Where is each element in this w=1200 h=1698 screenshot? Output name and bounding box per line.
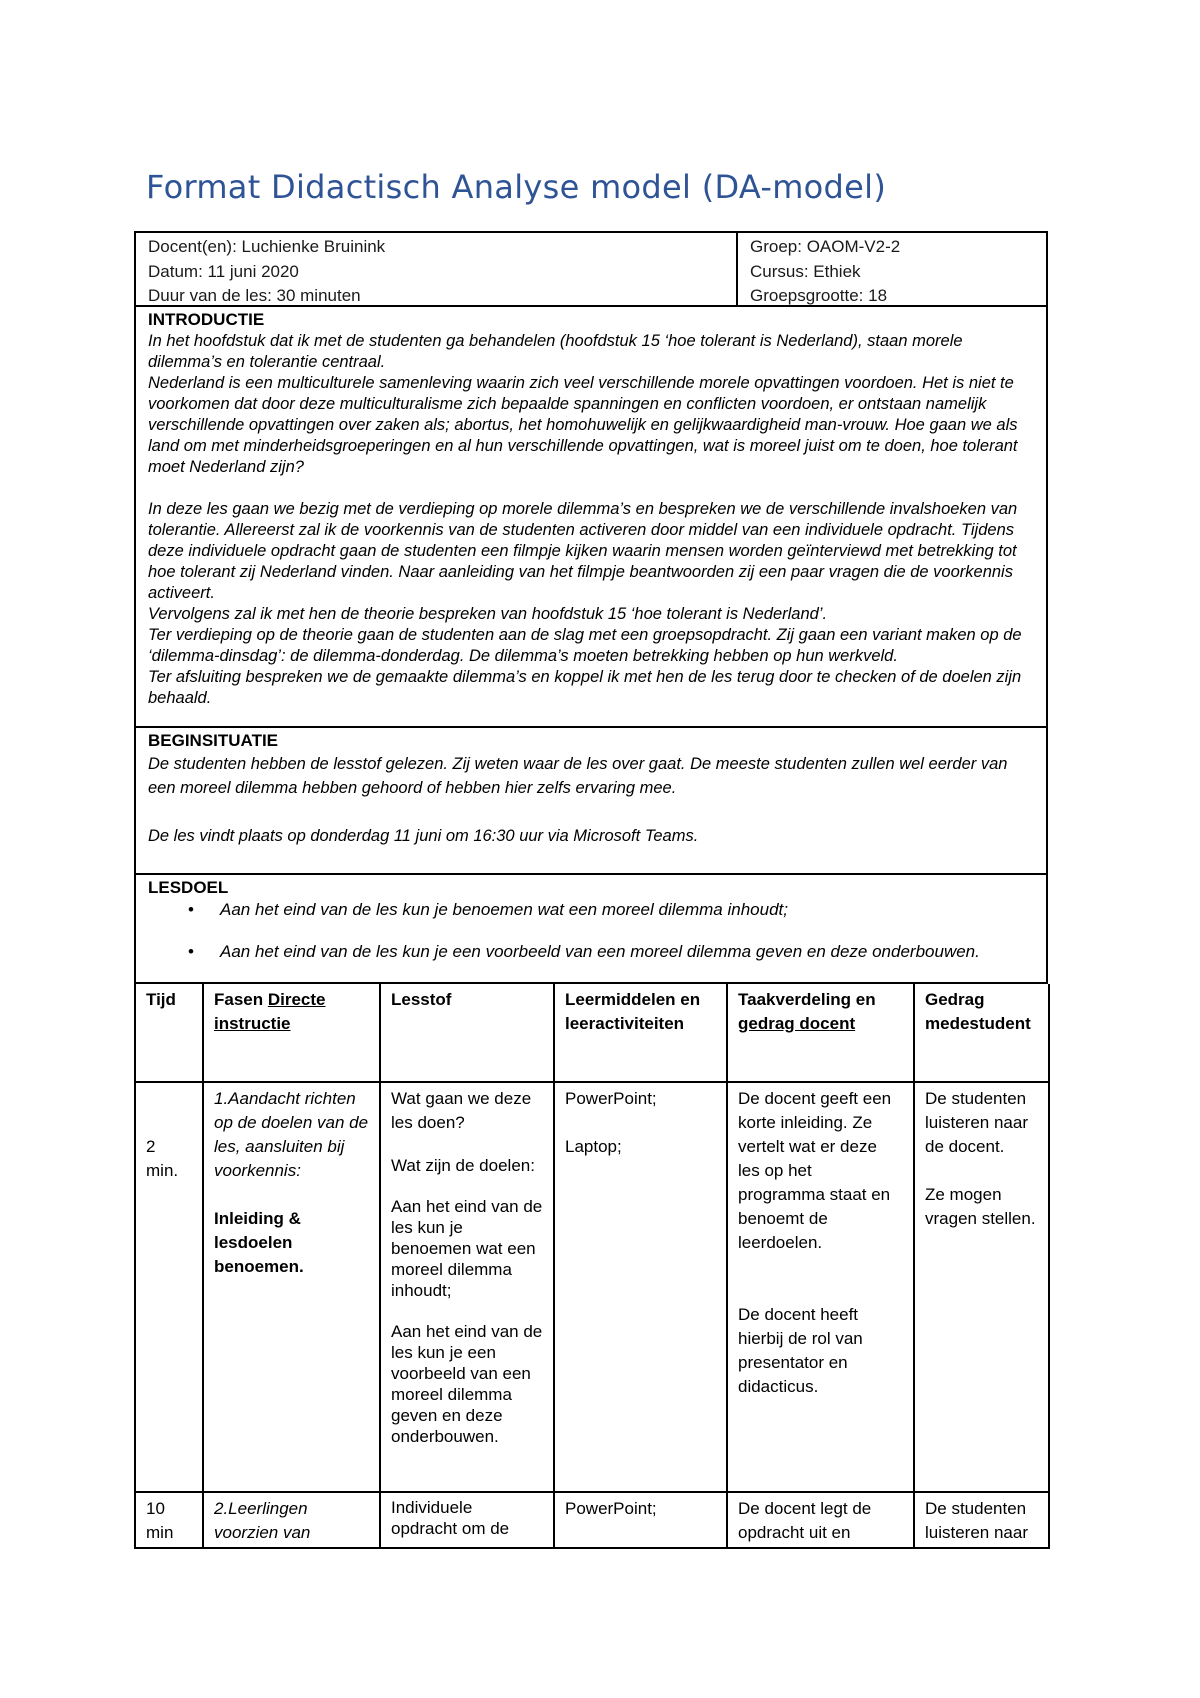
cell-tijd: 2 min. xyxy=(135,1082,203,1492)
cursus-field: Cursus: Ethiek xyxy=(750,261,861,281)
cell-fase: 2.Leerlingen voorzien van xyxy=(203,1492,380,1548)
introductie-heading: INTRODUCTIE xyxy=(148,310,265,329)
table-header-row xyxy=(135,984,1049,1082)
introductie-paragraph: Nederland is een multiculturele samenleving waarin zich veel verschillende morele opvattingen voordoen. Het is niet te voorkomen dat door deze multiculturalisme zich bepaalde spanningen en conflicten voordoen, er ontstaan namelijk verschillende opvattingen over zaken als; abortus, het homohuwelijk en gelijkwaardigheid man-vrouw. Hoe gaan we als land om met minderheidsgroeperingen en al hun verschillende opvattingen, wat is moreel juist om te doen, hoe tolerant moet Nederland zijn? xyxy=(148,374,1018,476)
header-tijd: Tijd xyxy=(135,984,203,1082)
cell-tijd: 10 min xyxy=(135,1492,203,1548)
cell-docent: De docent legt de opdracht uit en xyxy=(727,1492,914,1548)
groep-field: Groep: OAOM-V2-2 xyxy=(750,237,901,256)
cell-student: De studenten luisteren naar xyxy=(914,1492,1049,1548)
lesdoel-list xyxy=(148,899,1034,963)
lesdoel-item: • Aan het eind van de les kun je een voorbeeld van een moreel dilemma geven en deze onderbouwen. xyxy=(220,941,1034,963)
table-row xyxy=(135,1492,1049,1548)
da-model-form xyxy=(134,231,1048,1549)
introductie-paragraph: In het hoofdstuk dat ik met de studenten ga behandelen (hoofdstuk 15 ‘hoe tolerant is Nederland), staan morele dilemma’s en tolerantie centraal. xyxy=(148,332,963,371)
introductie-paragraph: Ter verdieping op de theorie gaan de studenten aan de slag met een groepsopdracht. Zij gaan een variant maken op de ‘dilemma-dinsdag’: de dilemma-donderdag. De dilemma’s moeten betrekking hebben op hun werkveld. xyxy=(148,626,1022,665)
beginsituatie-paragraph: De les vindt plaats op donderdag 11 juni om 16:30 uur via Microsoft Teams. xyxy=(148,827,699,845)
introductie-paragraph: In deze les gaan we bezig met de verdieping op morele dilemma’s en bespreken we de verschillende invalshoeken van tolerantie. Allereerst zal ik de voorkennis van de studenten activeren door middel van een individuele opdracht. Tijdens deze individuele opdracht gaan de studenten een filmpje kijken waarin mensen worden geïnterviewd met betrekking tot hoe tolerant zij Nederland vinden. Naar aanleiding van het filmpje beantwoorden zij een paar vragen die de voorkennis activeert. xyxy=(148,500,1018,602)
introductie-paragraph: Ter afsluiting bespreken we de gemaakte dilemma’s en koppel ik met hen de les terug door te checken of de doelen zijn behaald. xyxy=(148,668,1022,707)
beginsituatie-paragraph: De studenten hebben de lesstof gelezen. Zij weten waar de les over gaat. De meeste studenten zullen wel eerder van een moreel dilemma hebben gehoord of hebben hier zelfs ervaring mee. xyxy=(148,755,1008,797)
datum-field: Datum: 11 juni 2020 xyxy=(148,261,299,281)
cell-leermiddelen: PowerPoint; Laptop; xyxy=(554,1082,727,1492)
cell-lesstof: Wat gaan we deze les doen? Wat zijn de doelen: Aan het eind van de les kun je benoemen wat een moreel dilemma inhoudt; Aan het eind van de les kun je een voorbeeld van een moreel dilemma geven en deze onderbouwen. xyxy=(380,1082,554,1492)
duur-field: Duur van de les: 30 minuten xyxy=(148,286,361,305)
header-block xyxy=(134,231,1048,307)
header-left xyxy=(136,233,738,305)
page-title: Format Didactisch Analyse model (DA-model) xyxy=(146,168,887,206)
cell-fase: 1.Aandacht richten op de doelen van de les, aansluiten bij voorkennis: Inleiding & lesdoelen benoemen. xyxy=(203,1082,380,1492)
cell-leermiddelen: PowerPoint; xyxy=(554,1492,727,1548)
table-row xyxy=(135,1082,1049,1492)
header-fasen: Fasen Directe instructie xyxy=(203,984,380,1082)
header-taakverdeling: Taakverdeling en gedrag docent xyxy=(727,984,914,1082)
groepsgrootte-field: Groepsgrootte: 18 xyxy=(750,286,888,305)
header-right xyxy=(738,233,1046,305)
cell-docent: De docent geeft een korte inleiding. Ze vertelt wat er deze les op het programma staat en benoemt de leerdoelen. De docent heeft hierbij de rol van presentator en didacticus. xyxy=(727,1082,914,1492)
introductie-section xyxy=(134,307,1048,728)
introductie-paragraph: Vervolgens zal ik met hen de theorie bespreken van hoofdstuk 15 ‘hoe tolerant is Nederland’. xyxy=(148,605,828,623)
lesdoel-heading: LESDOEL xyxy=(148,878,229,897)
header-lesstof: Lesstof xyxy=(380,984,554,1082)
lesdoel-item: • Aan het eind van de les kun je benoemen wat een moreel dilemma inhoudt; xyxy=(220,899,1034,921)
lesdoel-section xyxy=(134,875,1048,984)
docent-field: Docent(en): Luchienke Bruinink xyxy=(148,237,386,256)
header-gedrag: Gedrag medestudent xyxy=(914,984,1049,1082)
cell-student: De studenten luisteren naar de docent. Ze mogen vragen stellen. xyxy=(914,1082,1049,1492)
beginsituatie-section xyxy=(134,728,1048,875)
beginsituatie-heading: BEGINSITUATIE xyxy=(148,731,279,750)
cell-lesstof: Individuele opdracht om de xyxy=(380,1492,554,1548)
lesson-table xyxy=(134,984,1050,1549)
header-leermiddelen: Leermiddelen en leeractiviteiten xyxy=(554,984,727,1082)
